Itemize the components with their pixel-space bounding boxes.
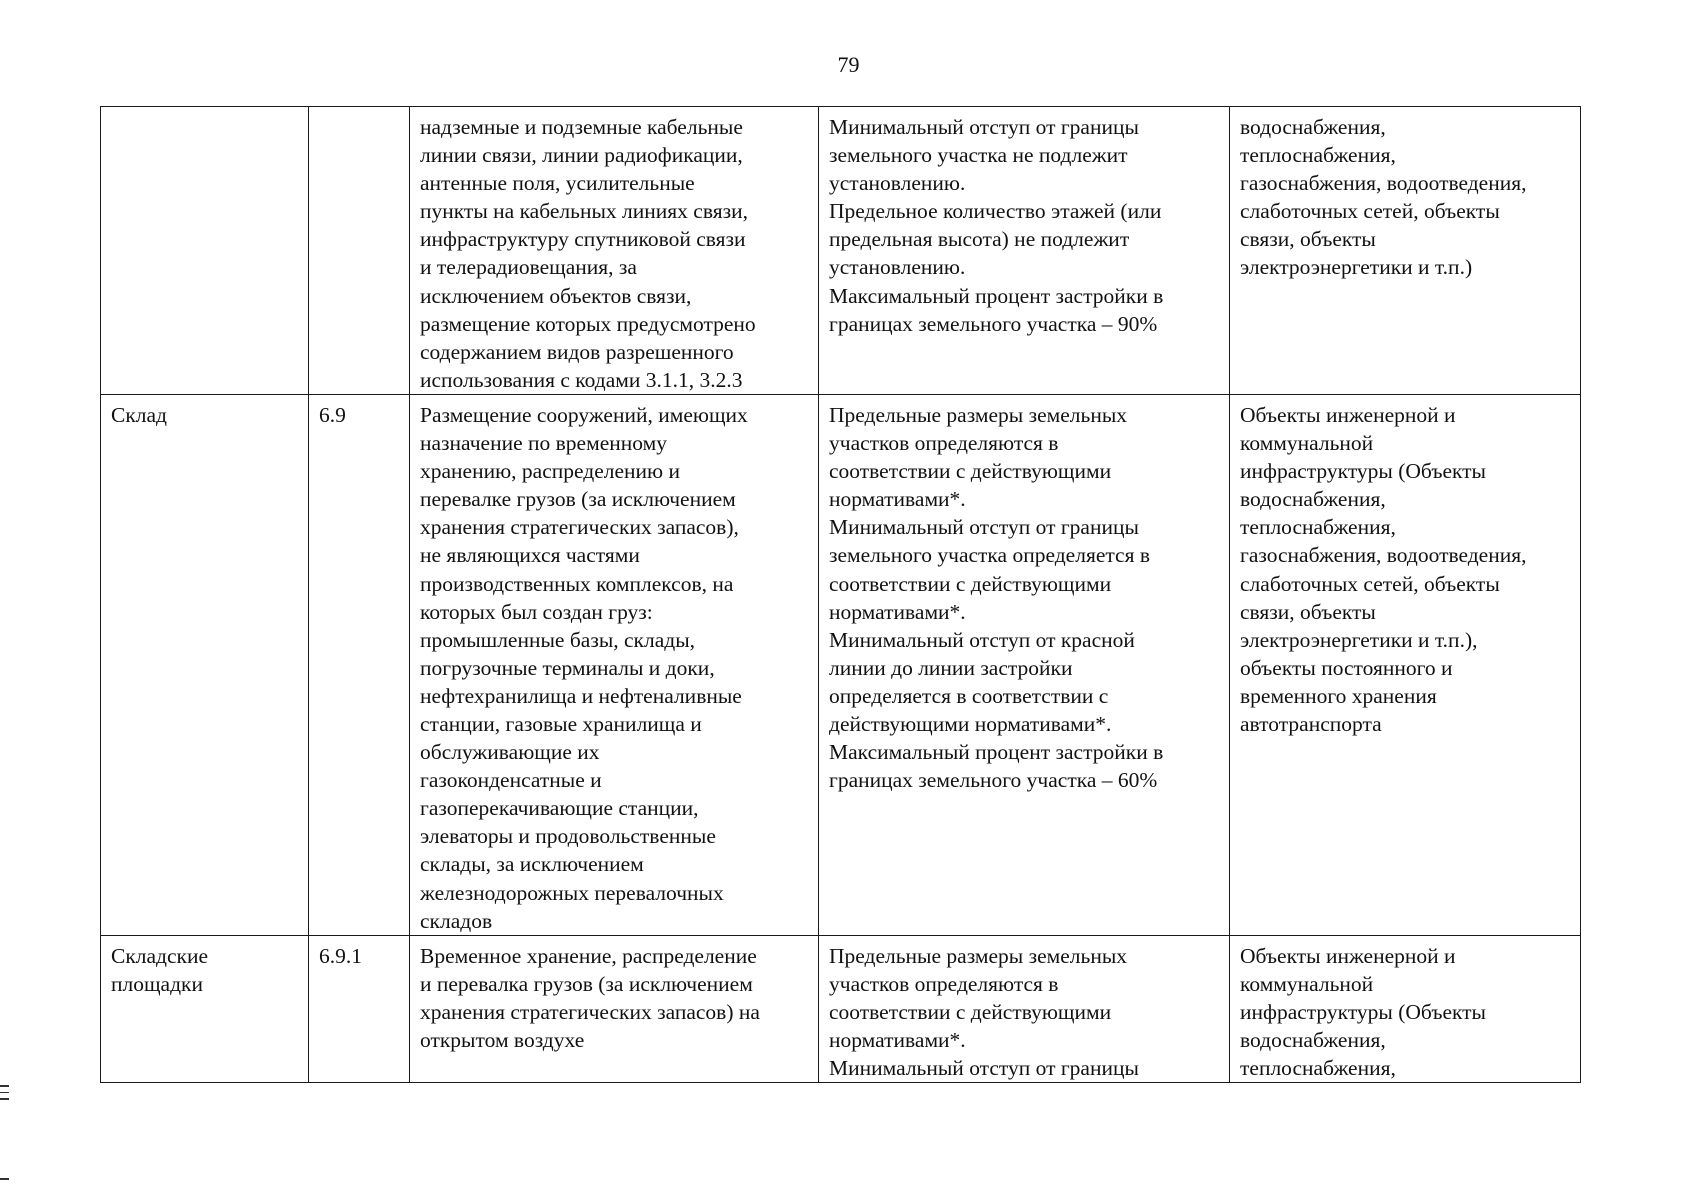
- table-row: [101, 394, 1581, 935]
- land-use-name-cell: [101, 107, 309, 395]
- land-use-name-cell: Склад: [101, 394, 309, 935]
- land-use-name-cell: Складские площадки: [101, 935, 309, 1082]
- binding-margin-marks: [0, 1085, 12, 1105]
- land-use-table: [100, 106, 1581, 1083]
- land-use-code-cell: 6.9: [309, 394, 410, 935]
- building-parameters-cell: Предельные размеры земельных участков определяются в соответствии с действующими нормативами*. Минимальный отступ от границы: [819, 935, 1230, 1082]
- table-row: [101, 107, 1581, 395]
- margin-dash: [0, 1178, 9, 1180]
- land-use-code-cell: 6.9.1: [309, 935, 410, 1082]
- land-use-description-cell: надземные и подземные кабельные линии связи, линии радиофикации, антенные поля, усилительные пункты на кабельных линиях связи, инфраструктуру спутниковой связи и телерадиовещания, за исключением объектов связи, размещение которых предусмотрено содержанием видов разрешенного использования с кодами 3.1.1, 3.2.3: [410, 107, 819, 395]
- auxiliary-uses-cell: водоснабжения, теплоснабжения, газоснабжения, водоотведения, слаботочных сетей, объекты связи, объекты электроэнергетики и т.п.): [1230, 107, 1581, 395]
- land-use-description-cell: Временное хранение, распределение и перевалка грузов (за исключением хранения стратегических запасов) на открытом воздухе: [410, 935, 819, 1082]
- land-use-description-cell: Размещение сооружений, имеющих назначение по временному хранению, распределению и перевалке грузов (за исключением хранения стратегических запасов), не являющихся частями производственных комплексов, на которых был создан груз: промышленные базы, склады, погрузочные терминалы и доки, нефтехранилища и нефтеналивные станции, газовые хранилища и обслуживающие их газоконденсатные и газоперекачивающие станции, элеваторы и продовольственные склады, за исключением железнодорожных перевалочных складов: [410, 394, 819, 935]
- auxiliary-uses-cell: Объекты инженерной и коммунальной инфраструктуры (Объекты водоснабжения, теплоснабжения, газоснабжения, водоотведения, слаботочных сетей, объекты связи, объекты электроэнергетики и т.п.), объекты постоянного и временного хранения автотранспорта: [1230, 394, 1581, 935]
- page-number: 79: [837, 52, 860, 77]
- table-row: [101, 935, 1581, 1082]
- building-parameters-cell: Предельные размеры земельных участков определяются в соответствии с действующими нормативами*. Минимальный отступ от границы земельного участка определяется в соответствии с действующими нормативами*. Минимальный отступ от красной линии до линии застройки определяется в соответствии с действующими нормативами*. Максимальный процент застройки в границах земельного участка – 60%: [819, 394, 1230, 935]
- land-use-code-cell: [309, 107, 410, 395]
- building-parameters-cell: Минимальный отступ от границы земельного участка не подлежит установлению. Предельное количество этажей (или предельная высота) не подлежит установлению. Максимальный процент застройки в границах земельного участка – 90%: [819, 107, 1230, 395]
- auxiliary-uses-cell: Объекты инженерной и коммунальной инфраструктуры (Объекты водоснабжения, теплоснабжения,: [1230, 935, 1581, 1082]
